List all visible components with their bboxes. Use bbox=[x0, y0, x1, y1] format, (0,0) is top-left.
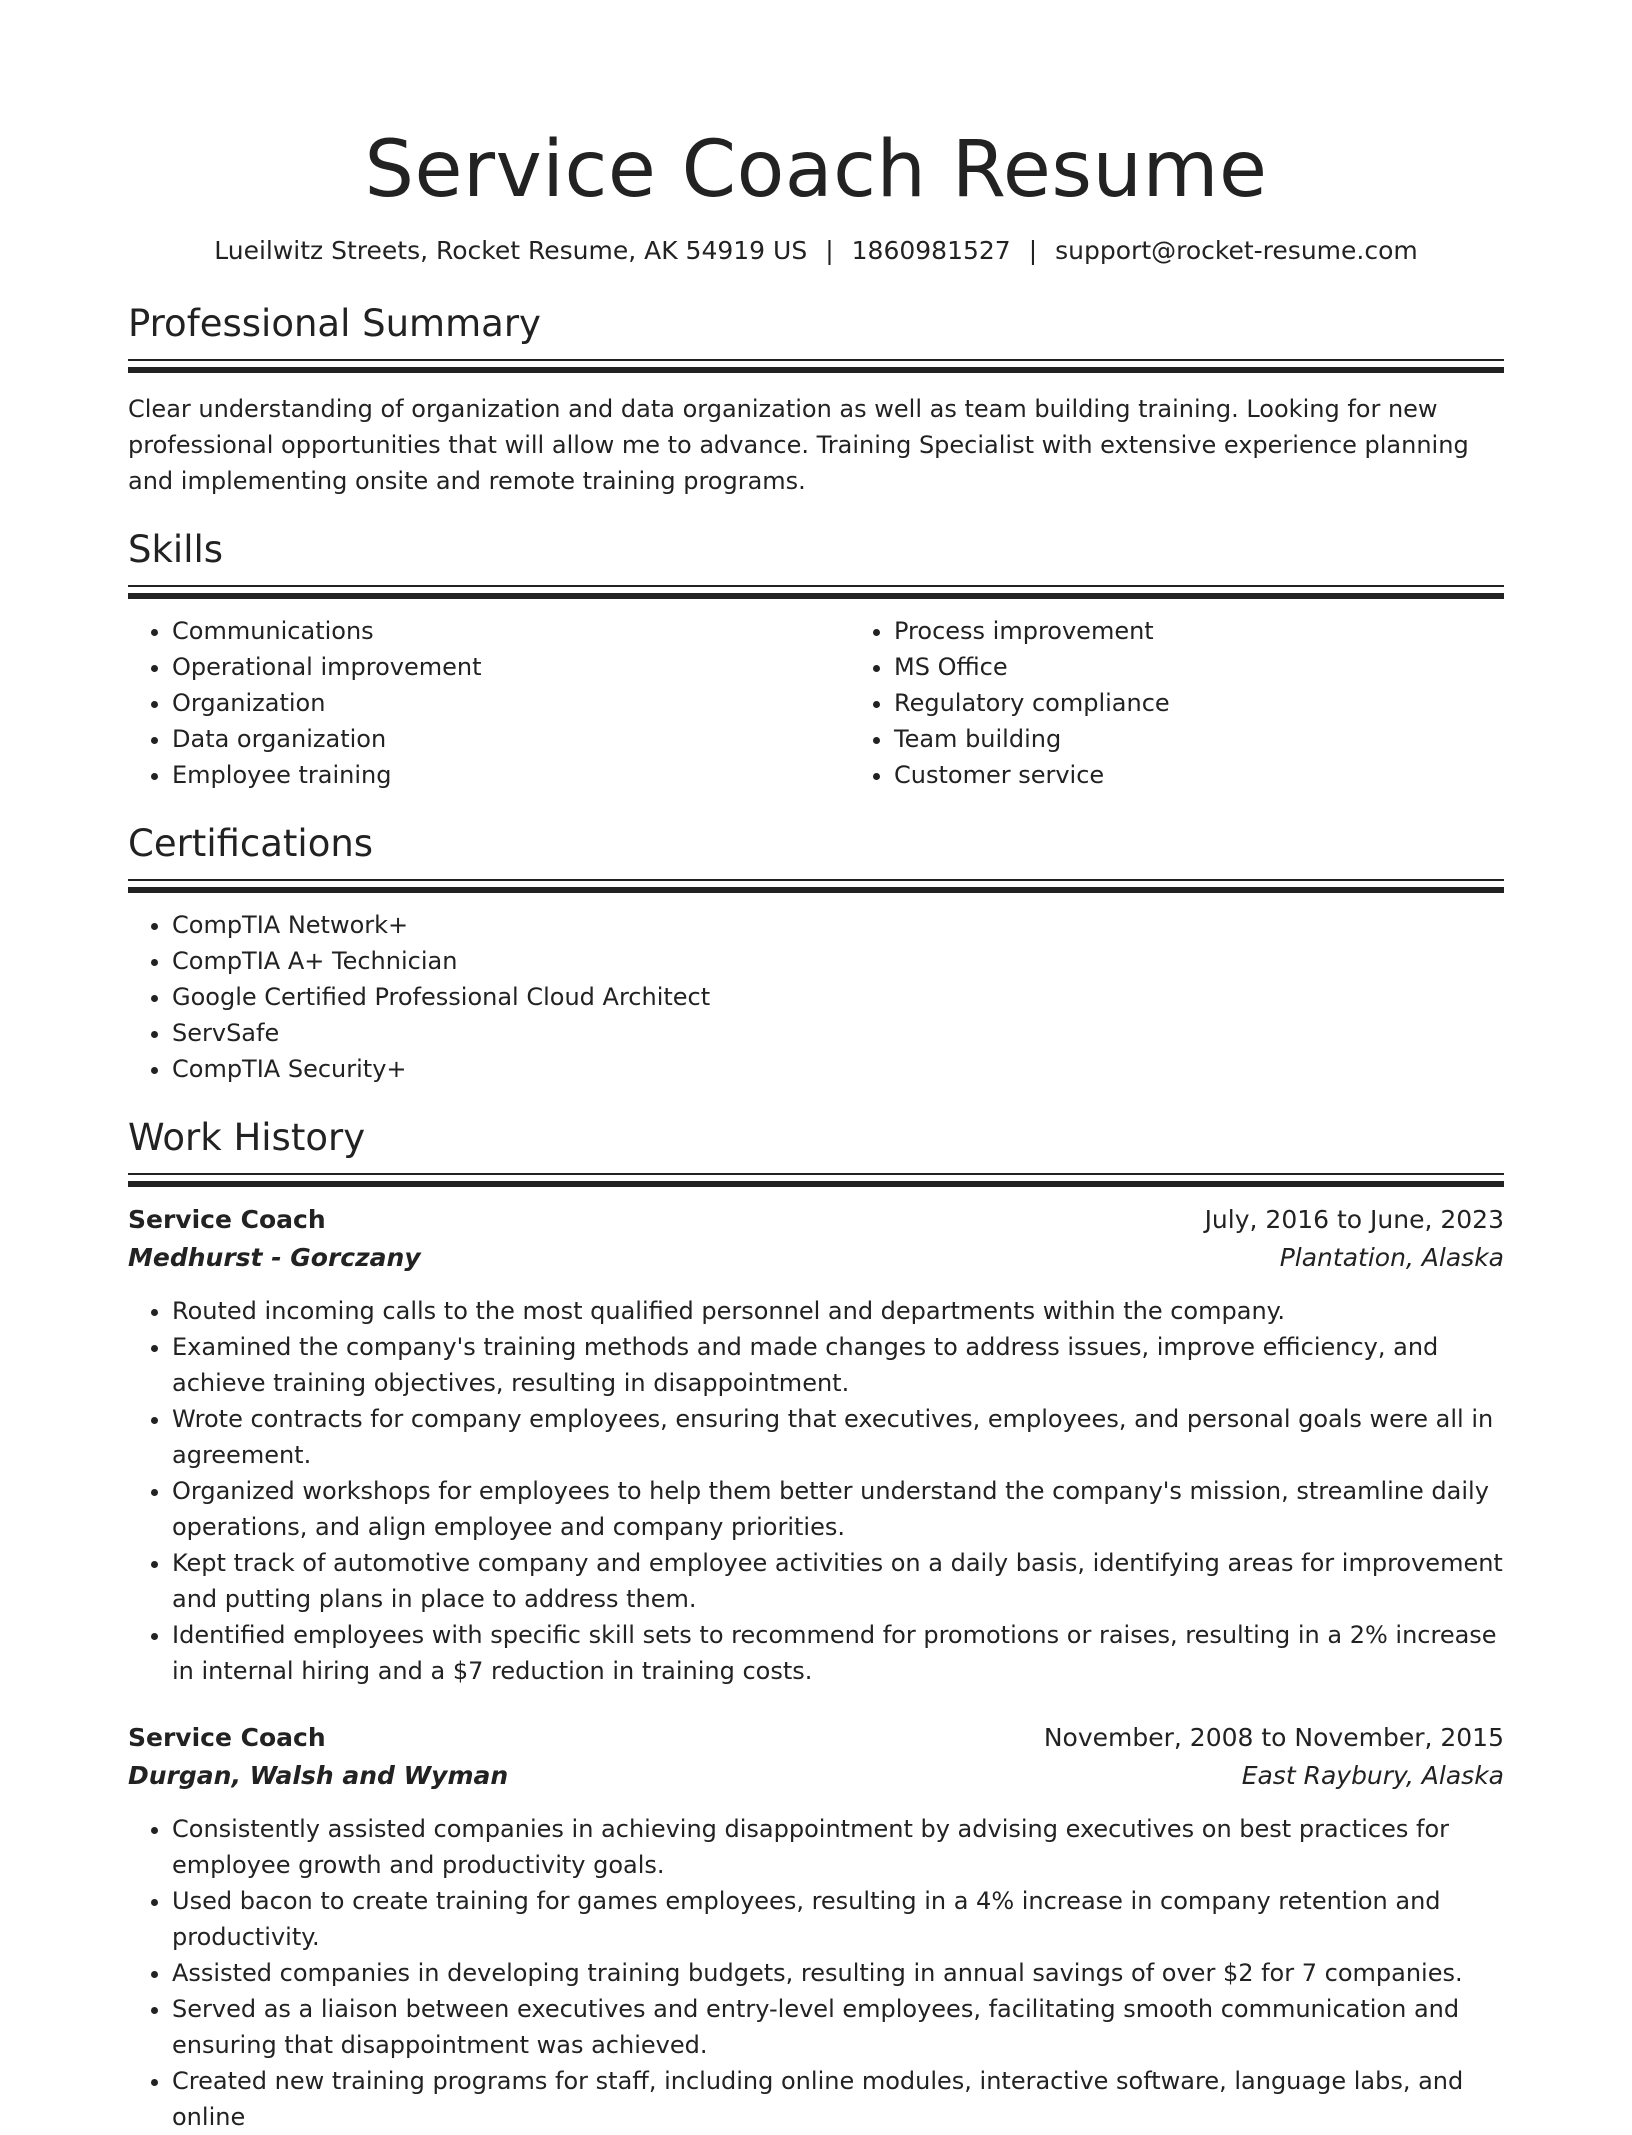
duty-item: • Assisted companies in developing training budgets, resulting in annual savings of over $2 for 7 companies. bbox=[172, 1955, 1504, 1991]
work-history-section bbox=[128, 1115, 1504, 2135]
job-dates: November, 2008 to November, 2015 bbox=[1043, 1723, 1504, 1752]
duty-item: • Used bacon to create training for games employees, resulting in a 4% increase in company retention and productivity. bbox=[172, 1883, 1504, 1955]
job-location: Plantation, Alaska bbox=[1279, 1243, 1504, 1272]
duty-item: • Routed incoming calls to the most qualified personnel and departments within the company. bbox=[172, 1293, 1504, 1329]
skill-item: • Communications bbox=[172, 613, 850, 649]
skill-item: • Operational improvement bbox=[172, 649, 850, 685]
job-location: East Raybury, Alaska bbox=[1241, 1761, 1504, 1790]
duty-item: • Wrote contracts for company employees, ensuring that executives, employees, and personal goals were all in agreement. bbox=[172, 1401, 1504, 1473]
duty-item: • Served as a liaison between executives and entry-level employees, facilitating smooth communication and ensuring that disappointment was achieved. bbox=[172, 1991, 1504, 2063]
skills-section bbox=[128, 527, 1504, 793]
job-company: Durgan, Walsh and Wyman bbox=[128, 1761, 509, 1790]
skills-list-right bbox=[850, 613, 1572, 793]
job-duties bbox=[128, 1811, 1504, 2135]
certification-item: • CompTIA A+ Technician bbox=[172, 943, 1504, 979]
section-divider bbox=[128, 1173, 1504, 1187]
job-entry bbox=[128, 1201, 1504, 1689]
job-entry bbox=[128, 1719, 1504, 2135]
job-dates: July, 2016 to June, 2023 bbox=[1204, 1205, 1504, 1234]
contact-address: Lueilwitz Streets, Rocket Resume, AK 54919 US bbox=[214, 236, 808, 265]
skill-item: • MS Office bbox=[894, 649, 1572, 685]
duty-item: • Organized workshops for employees to help them better understand the company's mission, streamline daily operations, and align employee and company priorities. bbox=[172, 1473, 1504, 1545]
section-divider bbox=[128, 879, 1504, 893]
skill-item: • Employee training bbox=[172, 757, 850, 793]
certifications-section bbox=[128, 821, 1504, 1087]
job-title: Service Coach bbox=[128, 1723, 326, 1752]
section-divider bbox=[128, 585, 1504, 599]
duty-item: • Created new training programs for staff, including online modules, interactive software, language labs, and online bbox=[172, 2063, 1504, 2135]
duty-item: • Kept track of automotive company and employee activities on a daily basis, identifying areas for improvement and putting plans in place to address them. bbox=[172, 1545, 1504, 1617]
job-header bbox=[128, 1719, 1504, 1757]
contact-separator: | bbox=[1028, 236, 1038, 265]
certification-item: • Google Certified Professional Cloud Architect bbox=[172, 979, 1504, 1015]
certifications-list bbox=[128, 907, 1504, 1087]
skills-heading: Skills bbox=[128, 528, 224, 571]
contact-phone: 1860981527 bbox=[851, 236, 1011, 265]
skill-item: • Team building bbox=[894, 721, 1572, 757]
duty-item: • Consistently assisted companies in achieving disappointment by advising executives on best practices for employee growth and productivity goals. bbox=[172, 1811, 1504, 1883]
skill-item: • Data organization bbox=[172, 721, 850, 757]
summary-text: Clear understanding of organization and data organization as well as team building training. Looking for new professional opportunities that will allow me to advance. Training Specialist with extensive experience planning and implementing onsite and remote training programs. bbox=[128, 395, 1469, 495]
contact-line bbox=[128, 234, 1504, 268]
job-duties bbox=[128, 1293, 1504, 1689]
section-divider bbox=[128, 359, 1504, 373]
job-subheader bbox=[128, 1239, 1504, 1277]
work-history-heading: Work History bbox=[128, 1116, 366, 1159]
duty-item: • Identified employees with specific skill sets to recommend for promotions or raises, resulting in a 2% increase in internal hiring and a $7 reduction in training costs. bbox=[172, 1617, 1504, 1689]
job-title: Service Coach bbox=[128, 1205, 326, 1234]
job-header bbox=[128, 1201, 1504, 1239]
certification-item: • CompTIA Network+ bbox=[172, 907, 1504, 943]
skill-item: • Regulatory compliance bbox=[894, 685, 1572, 721]
skill-item: • Organization bbox=[172, 685, 850, 721]
resume-page bbox=[128, 0, 1504, 2135]
duty-item: • Examined the company's training methods and made changes to address issues, improve efficiency, and achieve training objectives, resulting in disappointment. bbox=[172, 1329, 1504, 1401]
summary-section bbox=[128, 301, 1504, 499]
contact-separator: | bbox=[825, 236, 834, 265]
job-subheader bbox=[128, 1757, 1504, 1795]
skills-list-left bbox=[128, 613, 850, 793]
job-company: Medhurst - Gorczany bbox=[128, 1243, 421, 1272]
contact-email[interactable]: support@rocket-resume.com bbox=[1055, 236, 1418, 265]
certification-item: • ServSafe bbox=[172, 1015, 1504, 1051]
certifications-heading: Certifications bbox=[128, 822, 374, 865]
skill-item: • Process improvement bbox=[894, 613, 1572, 649]
page-title: Service Coach Resume bbox=[364, 125, 1268, 215]
skill-item: • Customer service bbox=[894, 757, 1572, 793]
summary-heading: Professional Summary bbox=[128, 302, 541, 345]
skills-grid bbox=[128, 613, 1504, 793]
certification-item: • CompTIA Security+ bbox=[172, 1051, 1504, 1087]
